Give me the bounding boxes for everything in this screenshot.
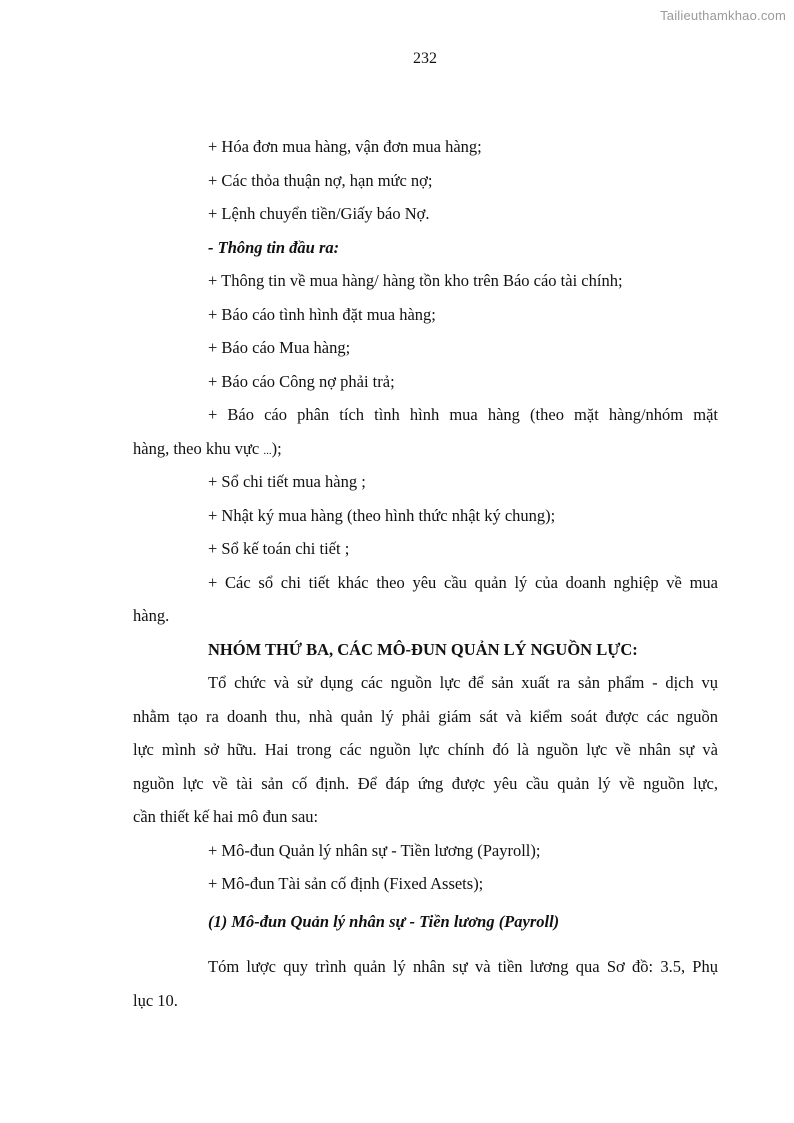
section-heading: NHÓM THỨ BA, CÁC MÔ-ĐUN QUẢN LÝ NGUỒN LỰC: — [208, 639, 638, 659]
section-label-output: - Thông tin đầu ra: — [208, 237, 340, 257]
list-item: + Sổ kế toán chi tiết ; — [208, 539, 350, 558]
list-item: + Báo cáo Mua hàng; — [208, 338, 351, 357]
paragraph-line: cần thiết kế hai mô đun sau: — [133, 807, 319, 826]
paragraph-line: nhằm tạo ra doanh thu, nhà quản lý phải giám sát và kiểm soát được các nguồn — [133, 706, 718, 726]
list-item-continuation — [133, 432, 718, 466]
paragraph-line: nguồn lực về tài sản cố định. Để đáp ứng được yêu cầu quản lý về nguồn lực, — [133, 773, 718, 793]
page-number: 232 — [413, 50, 437, 67]
list-item: + Mô-đun Quản lý nhân sự - Tiền lương (Payroll); — [208, 840, 541, 860]
list-item: + Hóa đơn mua hàng, vận đơn mua hàng; — [208, 137, 482, 156]
subsection-heading: (1) Mô-đun Quản lý nhân sự - Tiền lương (Payroll) — [208, 911, 560, 931]
list-item: + Sổ chi tiết mua hàng ; — [208, 472, 366, 491]
watermark-text: Tailieuthamkhao.com — [660, 8, 786, 23]
list-item: + Nhật ký mua hàng (theo hình thức nhật ký chung); — [208, 505, 556, 525]
document-body — [133, 130, 718, 1017]
paragraph-line: Tóm lược quy trình quản lý nhân sự và tiền lương qua Sơ đồ: 3.5, Phụ — [208, 957, 718, 976]
text-run: ); — [271, 438, 282, 458]
list-item-continuation: hàng. — [133, 606, 170, 625]
list-item: + Mô-đun Tài sản cố định (Fixed Assets); — [208, 874, 484, 893]
list-item: + Báo cáo tình hình đặt mua hàng; — [208, 304, 436, 324]
list-item: + Thông tin về mua hàng/ hàng tồn kho trên Báo cáo tài chính; — [208, 271, 623, 290]
text-run: hàng, theo khu vực — [133, 438, 260, 458]
paragraph-line: Tổ chức và sử dụng các nguồn lực để sản xuất ra sản phẩm - dịch vụ — [208, 673, 718, 692]
ellipsis-text: ... — [263, 444, 272, 457]
list-item: + Các thỏa thuận nợ, hạn mức nợ; — [208, 170, 433, 190]
list-item: + Các sổ chi tiết khác theo yêu cầu quản lý của doanh nghiệp về mua — [208, 572, 718, 592]
list-item: + Báo cáo phân tích tình hình mua hàng (theo mặt hàng/nhóm mặt — [208, 405, 718, 424]
paragraph-line: lực mình sở hữu. Hai trong các nguồn lực chính đó là nguồn lực về nhân sự và — [133, 740, 718, 759]
list-item: + Báo cáo Công nợ phải trả; — [208, 371, 395, 391]
paragraph-line: lục 10. — [133, 990, 178, 1010]
list-item: + Lệnh chuyển tiền/Giấy báo Nợ. — [208, 204, 430, 223]
